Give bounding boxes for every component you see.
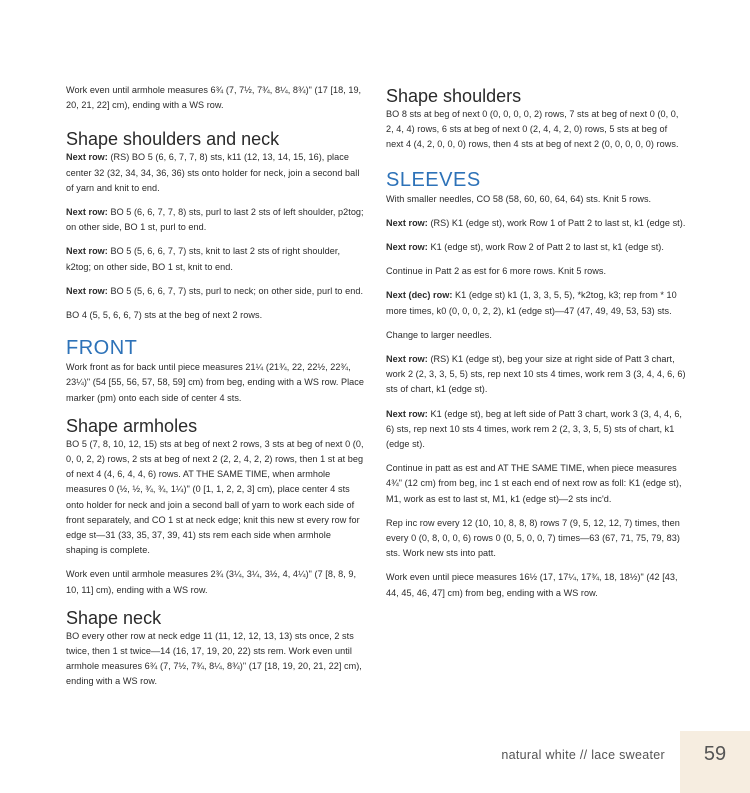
page-footer — [0, 731, 750, 793]
next-row-3: Next row: BO 5 (5, 6, 6, 7, 7) sts, knit to last 2 sts of right shoulder, k2tog; on other side, BO 1 st, knit to end. — [66, 246, 341, 272]
continue-paragraph: Continue in Patt 2 as est for 6 more rows. Knit 5 rows. — [386, 266, 607, 277]
shoulders-paragraph: BO 8 sts at beg of next 0 (0, 0, 0, 0, 2) rows, 7 sts at beg of next 0 (0, 0, 2, 4, 4) rows, 6 sts at beg of next 0 (2, 4, 4, 2, 0) rows, 5 sts at beg of next 4 (4, 2, 0, 0, 0) rows, then 4 sts at beg of next 2 (0, 0, 0, 0, 0) rows. — [386, 109, 679, 150]
next-row-2: Next row: BO 5 (6, 6, 7, 7, 8) sts, purl to last 2 sts of left shoulder, p2tog; on other side, BO 1 st, purl to end. — [66, 207, 364, 233]
neck-paragraph: BO every other row at neck edge 11 (11, 12, 12, 13, 13) sts once, 2 sts twice, then 1 st twice—14 (16, 17, 19, 20, 22) sts rem. Work even until armhole measures 6¾ (7, 7½, 7¾, 8¼, 8¾)" (17 [18, 19, 20, 21, 22] cm), ending with a WS row. — [66, 630, 362, 687]
dec-row: Next (dec) row: K1 (edge st) k1 (1, 3, 3, 5, 5), *k2tog, k3; rep from * 10 more times, k0 (0, 0, 0, 2, 2), k1 (edge st)—47 (47, 49, 49, 53, 53) sts. — [386, 290, 677, 316]
sleeves-paragraph: With smaller needles, CO 58 (58, 60, 60, 64, 64) sts. Knit 5 rows. — [386, 193, 652, 204]
work-even-paragraph-2: Work even until armhole measures 2¾ (3¼, 3¼, 3½, 4, 4¼)" (7 [8, 8, 9, 10, 11] cm), ending with a WS row. — [66, 569, 357, 595]
rep-inc-paragraph: Rep inc row every 12 (10, 10, 8, 8, 8) rows 7 (9, 5, 12, 12, 7) times, then every 0 (0, 8, 0, 0, 6) rows 0 (0, 5, 0, 0, 7) times—63 (67, 71, 75, 79, 83) sts. Work new sts into patt. — [386, 517, 680, 559]
sleeve-next-row-2: Next row: K1 (edge st), work Row 2 of Patt 2 to last st, k1 (edge st). — [386, 242, 664, 253]
sleeve-next-row-4: Next row: K1 (edge st), beg at left side of Patt 3 chart, work 3 (3, 4, 4, 6, 6) sts, rep next 10 sts 4 times, work rem 2 (2, 3, 3, 5, 5) sts of chart, k1 (edge st). — [386, 408, 683, 450]
continue-paragraph-2: Continue in patt as est and AT THE SAME TIME, when piece measures 4¾" (12 cm) from beg, inc 1 st each end of next row as foll: K1 (edge st), M1, work as est to last st, M1, k1 (edge st)—2 sts inc'd. — [386, 463, 682, 504]
heading-shape-armholes: Shape armholes — [66, 415, 198, 436]
heading-shape-shoulders-neck: Shape shoulders and neck — [66, 129, 280, 150]
next-row-4: Next row: BO 5 (5, 6, 6, 7, 7) sts, purl to neck; on other side, purl to end. — [66, 285, 364, 296]
change-needles-paragraph: Change to larger needles. — [386, 329, 492, 340]
heading-sleeves: SLEEVES — [386, 168, 481, 191]
footer-title: natural white // lace sweater — [501, 748, 665, 762]
bind-off-paragraph: BO 4 (5, 5, 6, 6, 7) sts at the beg of next 2 rows. — [66, 310, 263, 321]
right-column — [386, 0, 686, 601]
heading-shape-shoulders: Shape shoulders — [386, 86, 522, 106]
next-row-1: Next row: (RS) BO 5 (6, 6, 7, 7, 8) sts, k11 (12, 13, 14, 15, 16), place center 32 (32, 34, 34, 36, 36) sts onto holder for neck, join a second ball of yarn and knit to end. — [66, 152, 360, 193]
armholes-paragraph: BO 5 (7, 8, 10, 12, 15) sts at beg of next 2 rows, 3 sts at beg of next 0 (0, 0, 0, 2, 2) rows, 2 sts at beg of next 2 (2, 2, 4, 2, 2) rows, then 1 st at beg of next 4 (4, 6, 4, 4, 6) rows. AT THE SAME TIME, when armhole measures 0 (½, ½, ¾, ¾, 1¼)" (0 [1, 1, 2, 2, 3] cm), place center 4 sts onto holder for neck and join a second ball of yarn to work each side of front separately, and CO 1 st at neck edge; knit this new st every row for edge st—31 (33, 35, 37, 39, 41) sts rem each side when armhole shaping is complete. — [66, 438, 364, 556]
page-number-box — [680, 731, 750, 793]
heading-front: FRONT — [66, 337, 138, 360]
work-even-paragraph: Work even until armhole measures 6¾ (7, 7½, 7¾, 8¼, 8¾)" (17 [18, 19, 20, 21, 22] cm), ending with a WS row. — [66, 85, 362, 111]
left-column — [66, 0, 364, 690]
heading-shape-neck: Shape neck — [66, 607, 162, 628]
work-even-final-paragraph: Work even until piece measures 16½ (17, 17¼, 17¾, 18, 18½)" (42 [43, 44, 45, 46, 47] cm) from beg, ending with a WS row. — [386, 572, 678, 598]
sleeve-next-row-3: Next row: (RS) K1 (edge st), beg your size at right side of Patt 3 chart, work 2 (2, 3, 3, 5, 5) sts, rep next 10 sts 4 times, work rem 3 (3, 4, 4, 6, 6) sts of chart, k1 (edge st). — [386, 354, 686, 395]
front-paragraph: Work front as for back until piece measures 21¼ (21¾, 22, 22½, 22¾, 23¼)" (54 [55, 56, 57, 58, 59] cm) from beg, ending with a WS row. Place marker (pm) onto each side of center 4 sts. — [66, 362, 364, 403]
page-number: 59 — [703, 743, 727, 765]
sleeve-next-row-1: Next row: (RS) K1 (edge st), work Row 1 of Patt 2 to last st, k1 (edge st). — [386, 217, 686, 228]
